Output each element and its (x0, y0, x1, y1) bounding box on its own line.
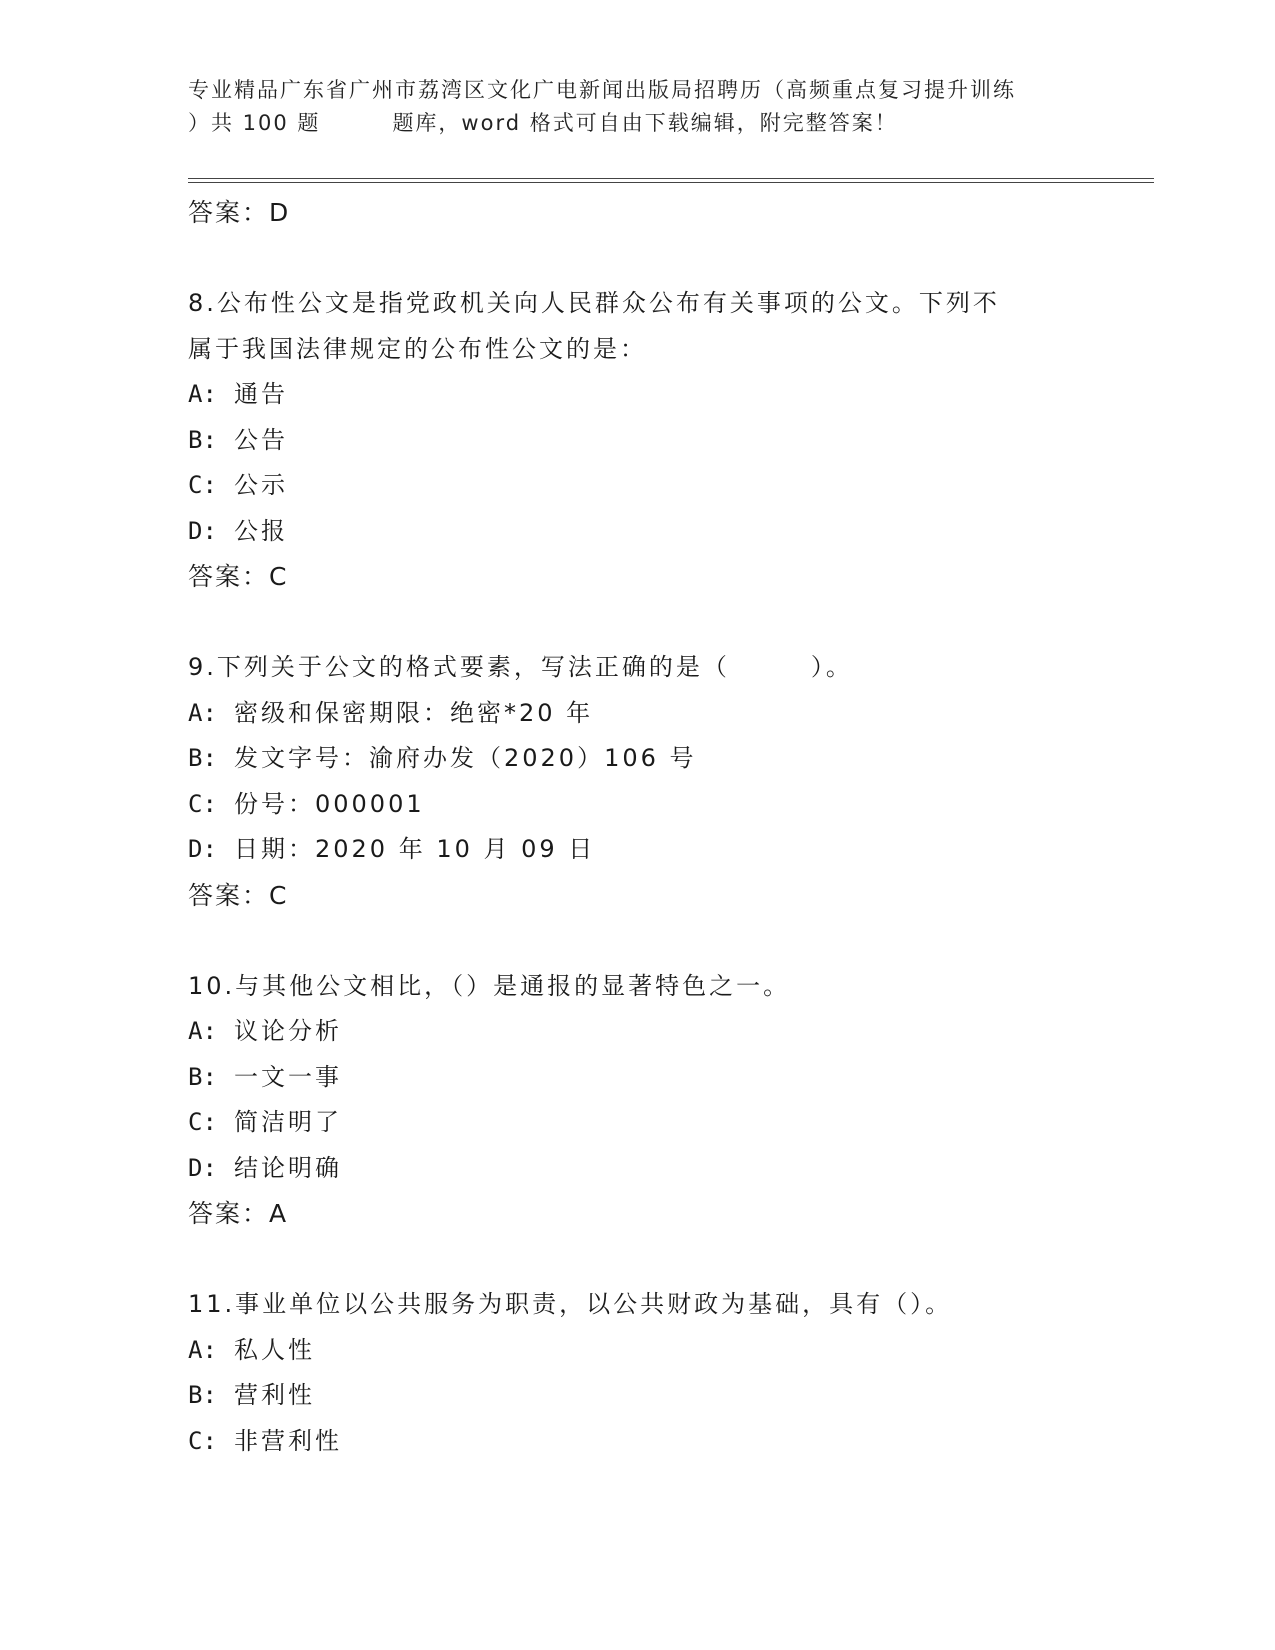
option-a (188, 691, 1148, 737)
option-label: D: (188, 835, 217, 863)
spacer (188, 600, 1148, 646)
option-c (188, 1100, 1148, 1146)
option-label: D: (188, 516, 217, 545)
question-stem: 11.事业单位以公共服务为职责，以公共财政为基础，具有（）。 (188, 1290, 953, 1318)
header-title-line2-left: ）共 100 题 (188, 111, 321, 135)
answer-q7: 答案：D (188, 198, 291, 227)
option-text: 简洁明了 (234, 1108, 342, 1136)
option-text: 议论分析 (234, 1017, 342, 1045)
question-stem: 8.公布性公文是指党政机关向人民群众公布有关事项的公文。下列不 (188, 289, 1000, 317)
header-title-line1: 专业精品广东省广州市荔湾区文化广电新闻出版局招聘历（高频重点复习提升训练 (188, 78, 1016, 102)
question-stem: 9.下列关于公文的格式要素，写法正确的是（ ）。 (188, 653, 853, 681)
option-text: 日期：2020 年 10 月 09 日 (234, 835, 596, 863)
option-label: B: (188, 744, 217, 772)
answer: 答案：A (188, 1199, 289, 1228)
option-c (188, 782, 1148, 828)
option-c (188, 1419, 1148, 1465)
option-label: A: (188, 1017, 217, 1045)
option-b (188, 418, 1148, 464)
option-b (188, 1373, 1148, 1419)
header-title-line2 (188, 107, 1088, 140)
option-text: 私人性 (234, 1335, 315, 1364)
spacer (188, 918, 1148, 964)
option-text: 营利性 (234, 1381, 315, 1409)
option-b (188, 736, 1148, 782)
option-a (188, 1009, 1148, 1055)
option-label: C: (188, 789, 217, 818)
header-divider (188, 178, 1154, 183)
header-title-line2-right: 题库，word 格式可自由下载编辑，附完整答案！ (392, 111, 898, 135)
option-text: 份号：000001 (234, 789, 425, 818)
option-text: 一文一事 (234, 1062, 342, 1091)
question-10 (188, 964, 1148, 1237)
option-label: A: (188, 1335, 217, 1364)
option-d (188, 1146, 1148, 1192)
question-list (188, 190, 1148, 1464)
question-stem: 属于我国法律规定的公布性公文的是： (188, 334, 647, 363)
option-text: 发文字号：渝府办发（2020）106 号 (234, 744, 697, 772)
option-a (188, 1328, 1148, 1374)
option-b (188, 1055, 1148, 1101)
answer: 答案：C (188, 880, 289, 910)
option-label: C: (188, 1108, 217, 1136)
option-label: B: (188, 1381, 217, 1409)
option-text: 公示 (234, 471, 288, 499)
option-label: A: (188, 698, 217, 727)
option-c (188, 463, 1148, 509)
option-label: C: (188, 471, 217, 499)
option-label: C: (188, 1426, 217, 1455)
option-text: 公告 (234, 425, 288, 454)
option-text: 结论明确 (234, 1153, 342, 1182)
question-stem: 10.与其他公文相比，（）是通报的显著特色之一。 (188, 971, 791, 1000)
spacer (188, 236, 1148, 282)
question-11 (188, 1282, 1148, 1464)
option-text: 密级和保密期限：绝密*20 年 (234, 698, 594, 727)
question-8 (188, 281, 1148, 600)
option-text: 通告 (234, 380, 288, 408)
option-d (188, 509, 1148, 555)
option-a (188, 372, 1148, 418)
page-header (188, 74, 1088, 140)
option-label: A: (188, 380, 217, 408)
option-label: D: (188, 1153, 217, 1182)
question-9 (188, 645, 1148, 918)
option-label: B: (188, 1062, 217, 1091)
answer: 答案：C (188, 562, 289, 591)
spacer (188, 1237, 1148, 1283)
option-d (188, 827, 1148, 873)
option-text: 公报 (234, 516, 288, 545)
option-text: 非营利性 (234, 1426, 342, 1455)
option-label: B: (188, 425, 217, 454)
